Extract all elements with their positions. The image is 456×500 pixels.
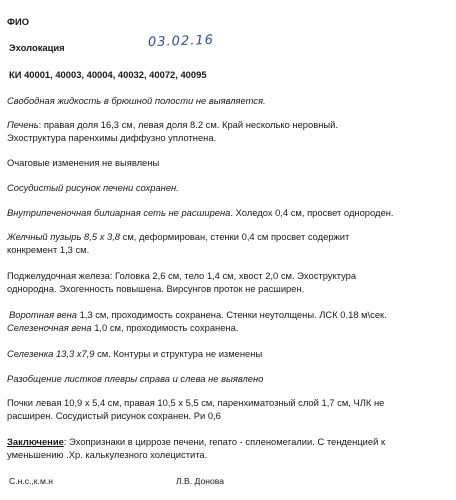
portal-vein-rest: 1,3 см, проходимость сохранена. Стенки неутолщены. ЛСК 0.18 м\сек. <box>76 309 387 320</box>
liver-label: Печень <box>7 119 39 130</box>
pancreas-line-2: однородна. Эхогенность повышена. Вирсунгов проток не расширен. <box>7 283 305 294</box>
fio-label: ФИО <box>7 16 30 27</box>
pancreas-line-1: Поджелудочная железа: Головка 2,6 см, тело 1,4 см, хвост 2,0 см. Эхоструктура <box>7 270 357 281</box>
splenic-vein-line <box>7 322 238 333</box>
gallbladder-line-1 <box>7 231 349 242</box>
conclusion-text-1: : Эхопризнаки в циррозе печени, гепато - спленомегалии. С тенденцией к <box>63 436 386 447</box>
portal-vein-line <box>9 309 387 320</box>
spleen-label: Селезенка 13,3 х7,9 <box>7 348 95 359</box>
gallbladder-label: Желчный пузырь 8,5 х 3,8 <box>7 231 121 242</box>
gallbladder-rest: см, деформирован, стенки 0,4 см просвет содержит <box>120 231 350 242</box>
spleen-line <box>7 348 262 359</box>
liver-text-1: : правая доля 16,3 см, левая доля 8.2 см. Край несколько неровный. <box>38 119 338 130</box>
gallbladder-line-2: конкремент 1,3 см. <box>7 244 90 255</box>
kidneys-line-1: Почки левая 10,9 х 5,4 см, правая 10,5 х 5,5 см, паренхиматозный слой 1,7 см, ЧЛК не <box>7 397 385 408</box>
conclusion-label: Заключение <box>7 436 64 447</box>
handwritten-date: 03.02.16 <box>147 32 215 51</box>
splenic-vein-label: Селезеночная вена <box>7 322 92 333</box>
doctor-position: С.н.с.,к.м.н <box>9 476 53 486</box>
conclusion-line-2: уменьшению .Хр. калькулезного холецистита. <box>7 449 208 460</box>
biliary-label: Внутрипеченочная билиарная сеть не расширена <box>7 207 231 218</box>
splenic-vein-rest: 1,0 см, проходимость сохранена. <box>91 322 239 333</box>
liver-line-2: Эхоструктура паренхимы диффузно уплотнена. <box>7 132 217 143</box>
kidneys-line-2: расширен. Сосудистый рисунок сохранен. Ри 0,6 <box>7 410 221 421</box>
liver-line-1 <box>7 119 338 130</box>
spleen-rest: см. Контуры и структура не изменены <box>94 348 263 359</box>
biliary-rest: . Холедох 0,4 см, просвет однороден. <box>230 207 394 218</box>
free-fluid-line: Свободная жидкость в брюшной полости не выявляется. <box>7 95 266 106</box>
conclusion-line-1 <box>7 436 385 447</box>
ki-codes: КИ 40001, 40003, 40004, 40032, 40072, 40095 <box>9 69 207 80</box>
biliary-line <box>7 207 394 218</box>
doctor-name: Л.В. Донова <box>176 476 225 486</box>
portal-vein-label: Воротная вена <box>9 309 77 320</box>
focal-changes-line: Очаговые изменения не выявлены <box>7 157 160 168</box>
pleura-line: Разобщение листков плевры справа и слева не выявлено <box>7 373 264 384</box>
vascular-pattern-line: Сосудистый рисунок печени сохранен. <box>7 182 179 193</box>
exam-type: Эхолокация <box>9 42 65 53</box>
